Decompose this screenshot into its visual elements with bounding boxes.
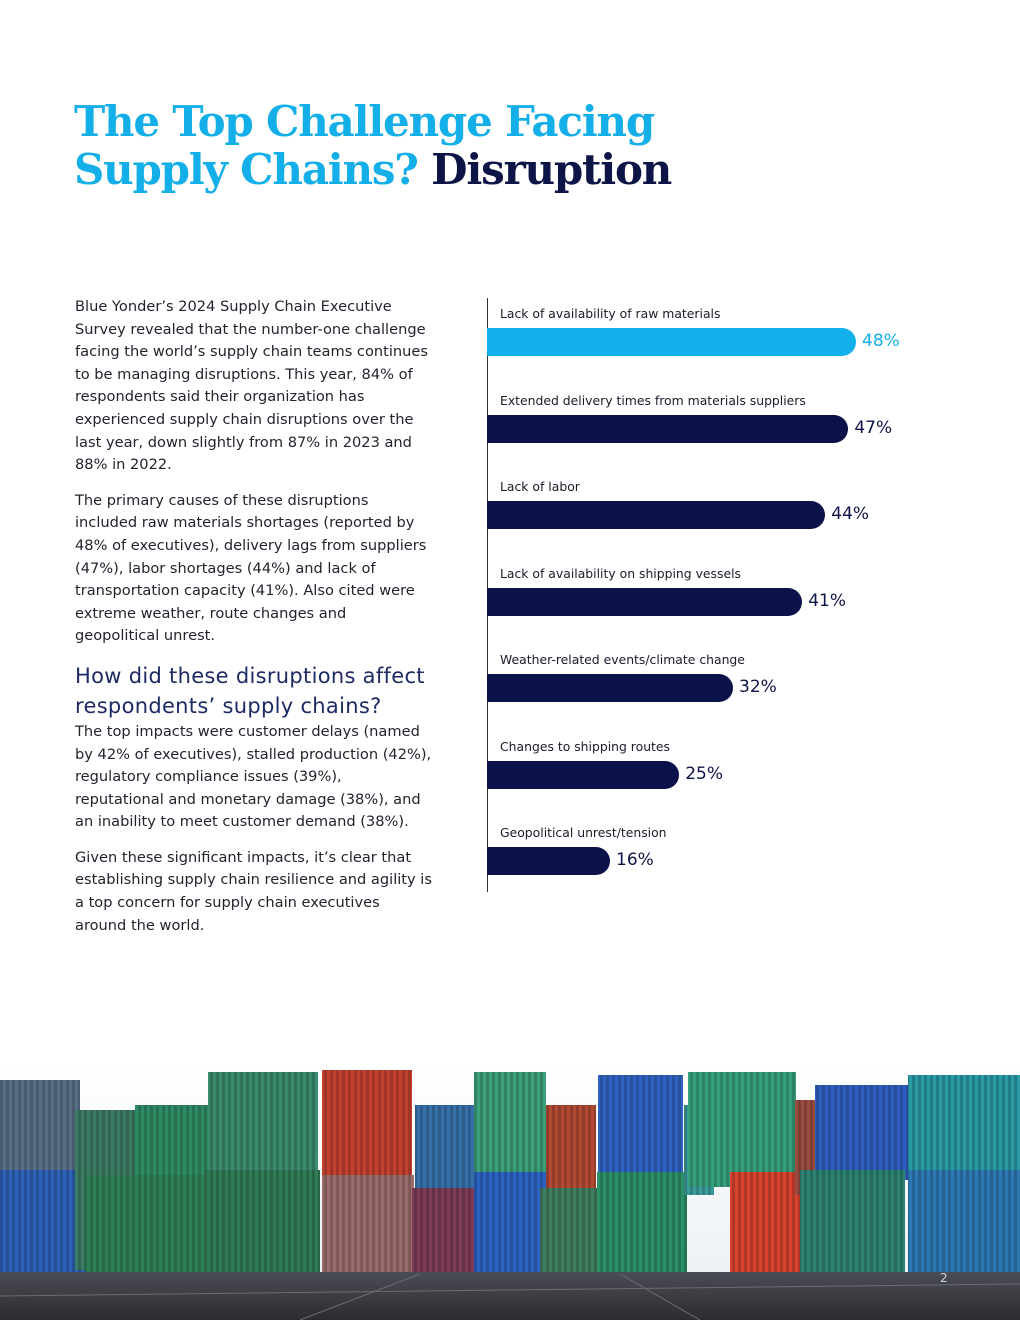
bar-label: Lack of availability on shipping vessels (500, 565, 741, 581)
container-ribbing (908, 1170, 1020, 1275)
bar (487, 328, 856, 356)
bar-label: Lack of labor (500, 479, 580, 494)
container-ribbing (598, 1075, 683, 1175)
bar-label: Lack of availability of raw materials (500, 306, 721, 321)
bar-label: Extended delivery times from materials suppliers (500, 392, 806, 408)
container-ribbing (597, 1172, 687, 1277)
container-ribbing (908, 1075, 1020, 1175)
container-ribbing (208, 1072, 318, 1182)
title-line-2-dark: Disruption (431, 145, 672, 194)
body-text-column (75, 296, 435, 950)
shipping-containers-photo (0, 1060, 1020, 1320)
bar-value-label: 25% (685, 763, 723, 784)
bar-value-label: 16% (616, 850, 654, 870)
disruption-causes-bar-chart (487, 298, 1007, 893)
page-number: 2 (940, 1271, 948, 1285)
container-ribbing (205, 1170, 320, 1275)
bar (487, 674, 733, 702)
title-line-2-light: Supply Chains? (74, 145, 418, 194)
bar (487, 847, 610, 875)
container-ribbing (800, 1170, 905, 1275)
container-ribbing (415, 1105, 475, 1190)
page-title (74, 98, 694, 194)
section-subheading: How did these disruptions affect respondents’ supply chains? (75, 663, 425, 718)
bar (487, 501, 825, 529)
paragraph-2: The primary causes of these disruptions included raw materials shortages (reported by 48% of executives), delivery lags from suppliers (47%), labor shortages (44%) and lack of transportation capacity (41%). Also cited were extreme weather, route changes and geopolitical unrest. (75, 491, 427, 645)
bar (487, 415, 848, 443)
container-ribbing (85, 1175, 205, 1275)
container-ribbing (322, 1070, 412, 1175)
container-ribbing (688, 1072, 796, 1187)
container-ribbing (412, 1188, 482, 1273)
container-ribbing (730, 1172, 800, 1277)
container-ribbing (546, 1105, 596, 1195)
bar-label: Geopolitical unrest/tension (500, 825, 667, 840)
bar-label: Changes to shipping routes (500, 738, 670, 754)
paragraph-4: Given these significant impacts, it’s clear that establishing supply chain resilience and agility is a top concern for supply chain executives around the world. (75, 848, 432, 934)
bar (487, 588, 802, 616)
container-ribbing (815, 1085, 910, 1180)
bar (487, 761, 679, 789)
container-ribbing (135, 1105, 210, 1175)
bar-value-label: 44% (831, 504, 870, 524)
container-ribbing (540, 1188, 600, 1273)
bar-value-label: 41% (808, 590, 846, 611)
container-ribbing (474, 1172, 549, 1277)
bar-value-label: 32% (739, 677, 777, 697)
paragraph-3: The top impacts were customer delays (named by 42% of executives), stalled production (42%), regulatory compliance issues (39%), reputational and monetary damage (38%), and an inability to meet customer demand (38%). (75, 722, 432, 831)
container-ribbing (322, 1175, 414, 1275)
container-ribbing (0, 1080, 80, 1175)
paragraph-1: Blue Yonder’s 2024 Supply Chain Executive Survey revealed that the number-one challenge facing the world’s supply chain teams continues to be managing disruptions. This year, 84% of respondents said their organization has experienced supply chain disruptions over the last year, down slightly from 87% in 2023 and 88% in 2022. (75, 298, 428, 474)
bar-label: Weather-related events/climate change (500, 652, 745, 667)
bar-value-label: 48% (862, 331, 900, 351)
title-line-1: The Top Challenge Facing (74, 97, 654, 146)
container-ribbing (474, 1072, 546, 1187)
bar-value-label: 47% (854, 417, 893, 438)
